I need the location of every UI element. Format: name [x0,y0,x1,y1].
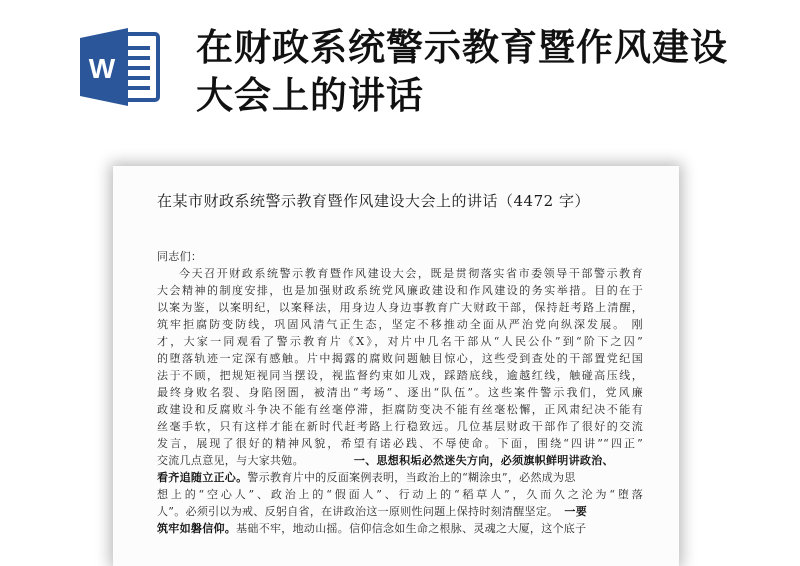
word-document-icon [80,26,164,108]
document-line: 最终身败名裂、身陷囹圄，被清出“考场”、逐出“队伍”。这些案件警示我们，党风廉 [157,386,643,399]
document-line [157,469,643,486]
document-line [157,503,643,520]
document-line: 以案为鉴，以案明纪，以案释法，用身边人身边事教育广大财政干部，保持赶考路上清醒， [157,301,643,314]
document-line: 才，大家一同观看了警示教育片《X》，对片中几名干部从“人民公仆”到“阶下之囚” [157,335,643,348]
document-line-text: 交流几点意见，与大家共勉。 [157,454,304,467]
document-line [157,452,643,469]
page-title [196,24,756,120]
section-heading: 一、思想积垢必然迷失方向，必须旗帜鲜明讲政治、 [353,454,614,467]
document-line: 政建设和反腐败斗争决不能有丝毫停滞，拒腐防变决不能有丝毫松懈，正风肃纪决不能有 [157,403,643,416]
document-line-text: 基础不牢，地动山摇。信仰信念如生命之根脉、灵魂之大厦，这个底子 [236,522,587,535]
document-line: 的堕落轨迹一定深有感触。片中揭露的腐败问题触目惊心，这些受到查处的干部置党纪国 [157,352,643,365]
document-line [157,520,643,537]
document-line: 今天召开财政系统警示教育暨作风建设大会，既是贯彻落实省市委领导干部警示教育 [179,267,643,280]
page-title-line-1: 在财政系统警示教育暨作风建设 [196,26,728,69]
document-line: 丝毫手软，只有这样才能在新时代赶考路上行稳致远。几位基层财政干部作了很好的交流 [157,420,643,433]
document-line: 发言，展现了很好的精神风貌，希望有诺必践、不辱使命。下面，围绕“四讲”“四正” [157,437,643,450]
document-line-text: 人”。必须引以为戒、反躬自省，在讲政治这一原则性问题上保持时刻清醒坚定。 [157,505,559,518]
subsection-heading: 一要 [564,505,588,518]
document-line: 大会精神的制度安排，也是加强财政系统党风廉政建设和作风建设的务实举措。目的在于 [157,284,643,297]
subsection-heading: 筑牢如磐信仰。 [157,522,237,535]
document-line: 同志们： [157,250,203,263]
word-icon-letter: W [88,53,116,84]
document-heading: 在某市财政系统警示教育暨作风建设大会上的讲话（4472 字） [157,192,590,210]
document-line-text: 警示教育片中的反面案例表明，当政治上的“糊涂虫”，必然成为思 [247,471,576,484]
document-page-preview [113,166,679,566]
document-line: 筑牢拒腐防变防线，巩固风清气正生态，坚定不移推动全面从严治党向纵深发展。 刚 [157,318,643,331]
page-title-line-2: 大会上的讲话 [196,74,424,117]
document-line: 想上的“空心人”、政治上的“假面人”、行动上的“稻草人”，久而久之沦为“堕落 [157,488,643,501]
document-line: 法于不顾，把规矩视同当摆设，视监督约束如儿戏，踩踏底线，逾越红线，触碰高压线， [157,369,643,382]
section-heading: 看齐追随立正心。 [157,471,248,484]
document-body [157,248,643,537]
